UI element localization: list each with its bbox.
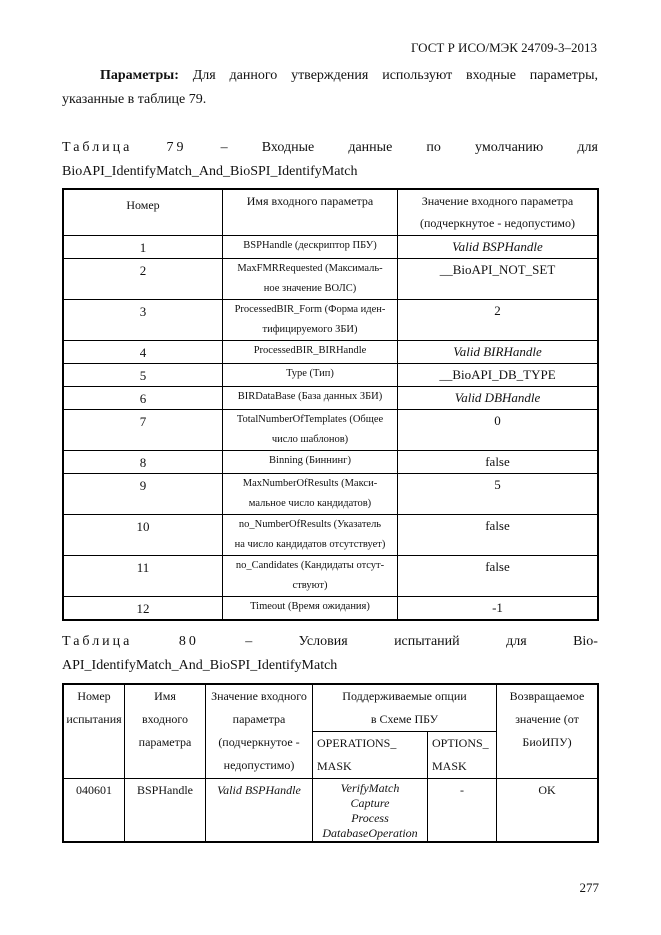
- header-options-mask: OPTIONS_ MASK: [428, 732, 497, 779]
- caption-word: Таблица: [62, 140, 133, 155]
- table-header-row: [63, 189, 598, 235]
- header-parameter-value: Значение входного параметра (подчеркнутое - недопустимо): [206, 684, 313, 779]
- table-row: 8 Binning (Биннинг) false: [63, 450, 598, 473]
- page-number: 277: [579, 880, 599, 895]
- table80-caption: [62, 630, 598, 678]
- cell-return-value: OK: [497, 779, 599, 843]
- cell-parameter-value: Valid BSPHandle: [206, 779, 313, 843]
- header-supported-options: Поддерживаемые опции в Схеме ПБУ: [313, 684, 497, 732]
- table-80: [62, 683, 599, 843]
- header-parameter-name: Имя входного параметра: [223, 189, 398, 235]
- caption-dash: –: [220, 140, 228, 155]
- table-row: 11 no_Candidates (Кандидаты отсут- ствуют) false: [63, 555, 598, 596]
- caption-number: 80: [178, 634, 199, 649]
- header-return-value: Возвращаемое значение (от БиоИПУ): [497, 684, 599, 779]
- cell-options: -: [428, 779, 497, 843]
- header-operations-mask: OPERATIONS_ MASK: [313, 732, 428, 779]
- table-row: 1 BSPHandle (дескриптор ПБУ) Valid BSPHandle: [63, 235, 598, 258]
- caption-word: умолчанию: [475, 140, 544, 155]
- caption-dash: –: [245, 634, 253, 649]
- cell-test-number: 040601: [63, 779, 125, 843]
- table-row: 4 ProcessedBIR_BIRHandle Valid BIRHandle: [63, 340, 598, 363]
- header-number: Номер: [63, 189, 223, 235]
- parameters-text: Для данного утверждения используют входные параметры, указанные в таблице 79.: [62, 68, 598, 107]
- table-row: [63, 779, 598, 843]
- cell-parameter-name: BSPHandle: [125, 779, 206, 843]
- table-row: 6 BIRDataBase (База данных ЗБИ) Valid DBHandle: [63, 386, 598, 409]
- caption-word: Условия: [298, 634, 348, 649]
- parameters-paragraph: [62, 64, 598, 112]
- table-row: 5 Type (Тип) __BioAPI_DB_TYPE: [63, 363, 598, 386]
- caption-line2: BioAPI_IdentifyMatch_And_BioSPI_IdentifyMatch: [62, 164, 358, 179]
- header-parameter-value: Значение входного параметра (подчеркнутое - недопустимо): [398, 189, 599, 235]
- header-parameter-name: Имя входного параметра: [125, 684, 206, 779]
- table-row: 2 MaxFMRRequested (Максималь- ное значение ВОЛС) __BioAPI_NOT_SET: [63, 258, 598, 299]
- caption-word: для: [577, 140, 598, 155]
- caption-word: Входные: [261, 140, 315, 155]
- table-79: [62, 188, 599, 621]
- standard-number: ГОСТ Р ИСО/МЭК 24709-3–2013: [410, 40, 597, 55]
- table-header-row: [63, 684, 598, 732]
- table-row: 10 no_NumberOfResults (Указатель на число кандидатов отсутствует) false: [63, 514, 598, 555]
- cell-operations: VerifyMatch Capture Process DatabaseOperation: [313, 779, 428, 843]
- table-row: 7 TotalNumberOfTemplates (Общее число шаблонов) 0: [63, 409, 598, 450]
- caption-number: 79: [166, 140, 187, 155]
- header-test-number: Номер испытания: [63, 684, 125, 779]
- parameters-label: Параметры:: [100, 68, 179, 83]
- caption-line2: API_IdentifyMatch_And_BioSPI_IdentifyMatch: [62, 658, 338, 673]
- table-row: 9 MaxNumberOfResults (Макси- мальное число кандидатов) 5: [63, 473, 598, 514]
- caption-word: Bio-: [573, 634, 598, 649]
- caption-word: данные: [348, 140, 393, 155]
- table-row: 3 ProcessedBIR_Form (Форма иден- тифицируемого ЗБИ) 2: [63, 299, 598, 340]
- table-row: 12 Timeout (Время ожидания) -1: [63, 596, 598, 620]
- table79-caption: [62, 136, 598, 184]
- caption-word: для: [506, 634, 527, 649]
- caption-word: по: [426, 140, 441, 155]
- caption-word: испытаний: [394, 634, 460, 649]
- caption-word: Таблица: [62, 634, 133, 649]
